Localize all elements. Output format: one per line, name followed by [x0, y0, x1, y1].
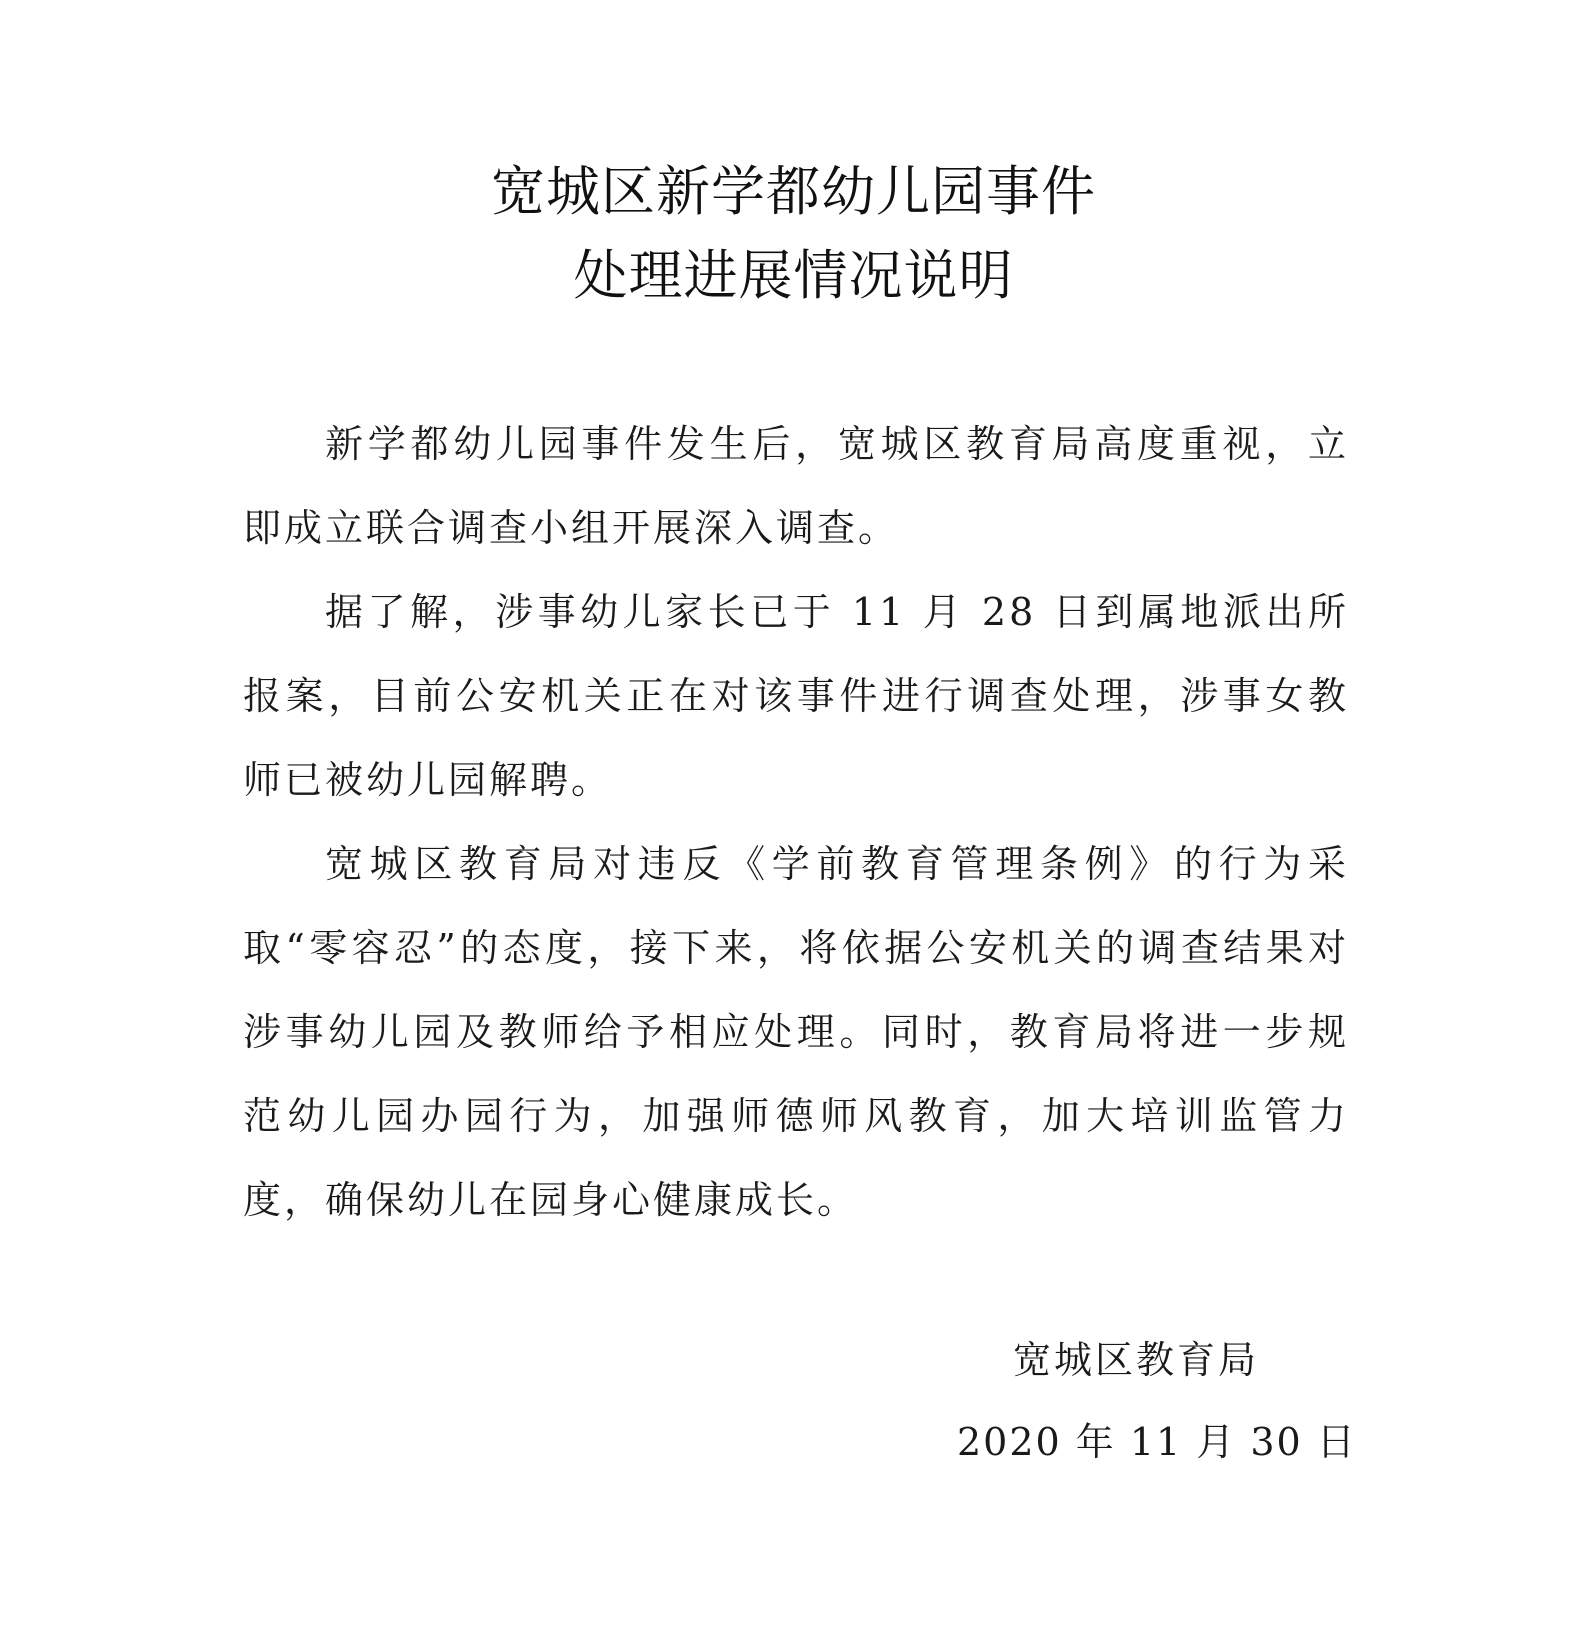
signature-date: 2020 年 11 月 30 日 [957, 1420, 1357, 1464]
document-title-line2: 处理进展情况说明 [573, 244, 1014, 307]
body-paragraph-2: 据了解，涉事幼儿家长已于 11 月 28 日到属地派出所报案，目前公安机关正在对该事件进行调查处理，涉事女教师已被幼儿园解聘。 [243, 590, 1349, 802]
signature-organization: 宽城区教育局 [1013, 1338, 1260, 1382]
body-paragraph-3: 宽城区教育局对违反《学前教育管理条例》的行为采取“零容忍”的态度，接下来，将依据公安机关的调查结果对涉事幼儿园及教师给予相应处理。同时，教育局将进一步规范幼儿园办园行为，加强师德师风教育，加大培训监管力度，确保幼儿在园身心健康成长。 [243, 842, 1349, 1222]
body-paragraph-1: 新学都幼儿园事件发生后，宽城区教育局高度重视，立即成立联合调查小组开展深入调查。 [243, 422, 1349, 550]
document-title-line1: 宽城区新学都幼儿园事件 [491, 160, 1096, 223]
